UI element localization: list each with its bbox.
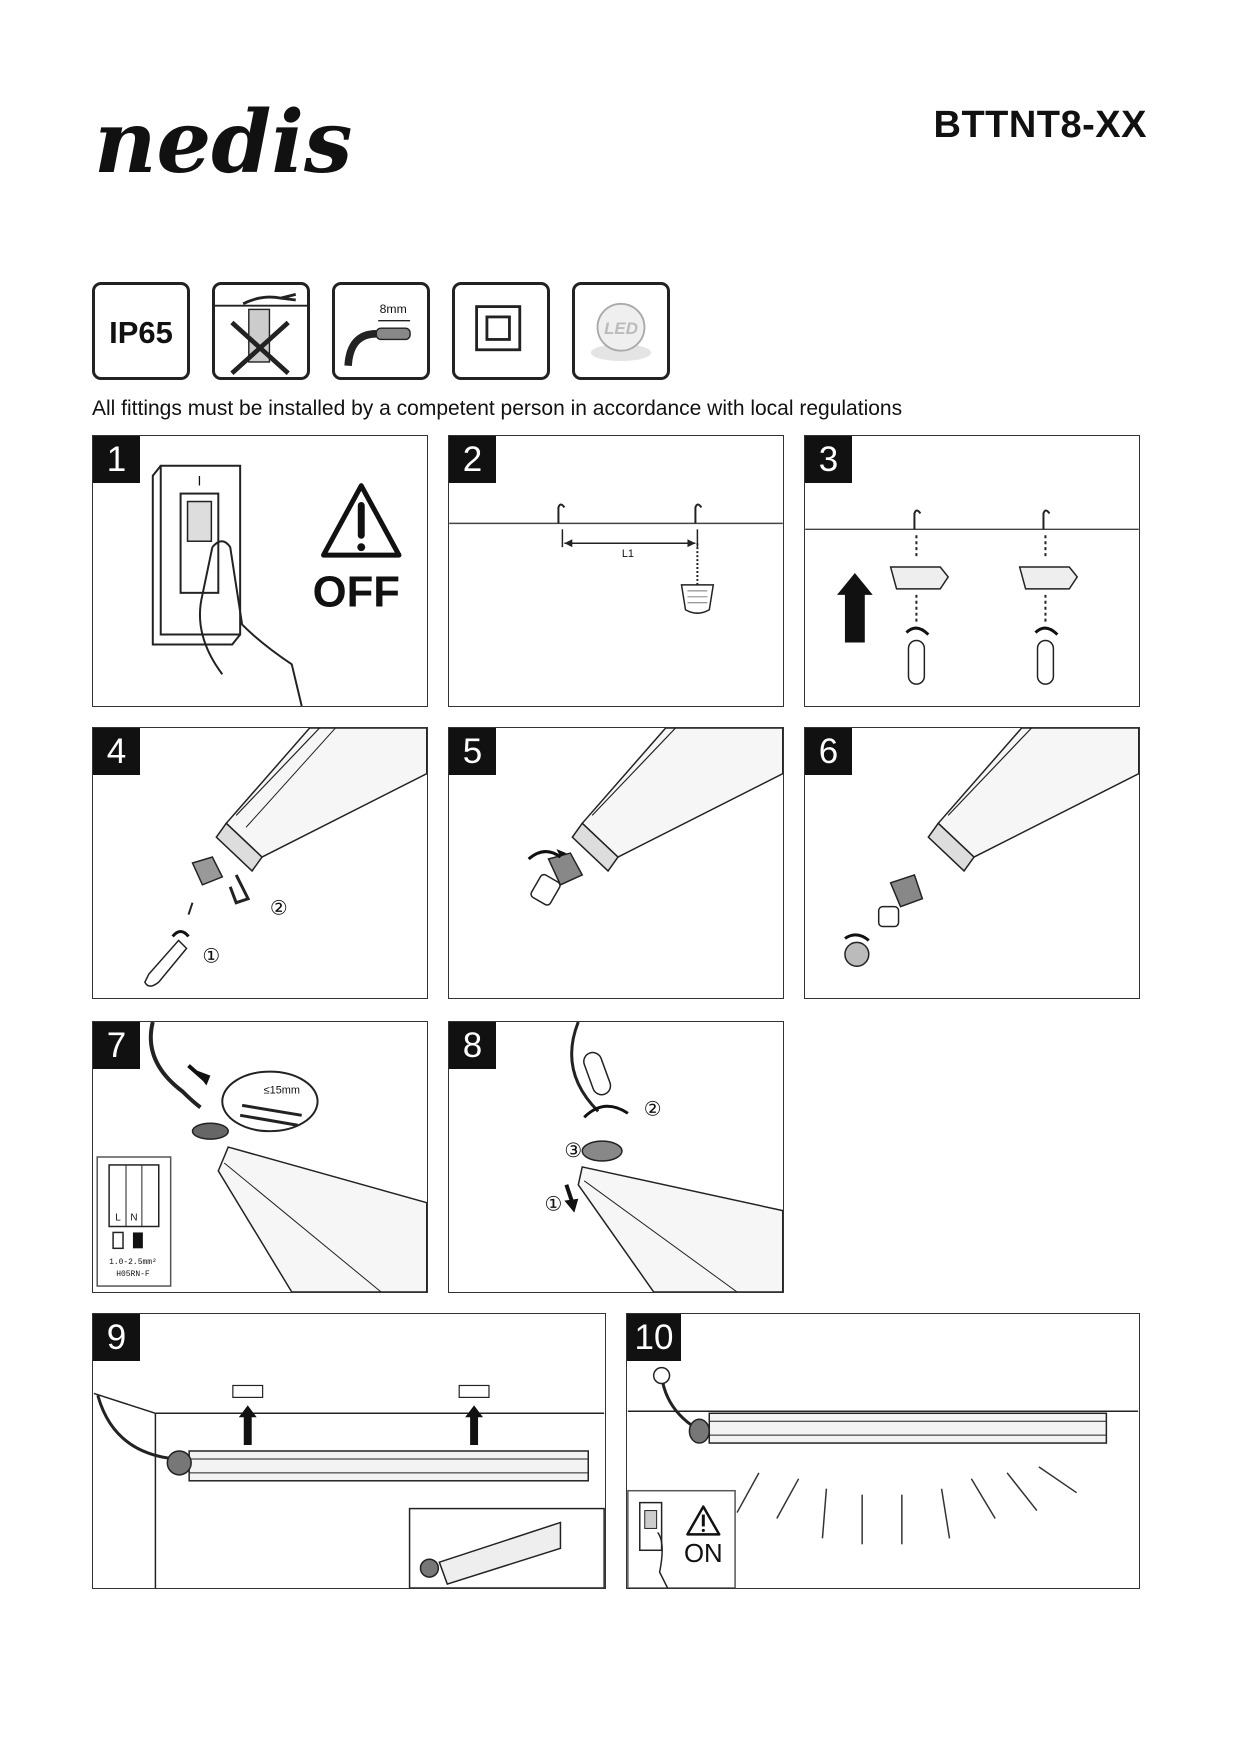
strip-length-callout — [222, 1072, 317, 1132]
svg-text:L: L — [115, 1212, 121, 1224]
model-number: BTTNT8-XX — [933, 104, 1147, 146]
arrow-up-icon — [837, 573, 873, 642]
step-5-panel — [448, 727, 784, 999]
callout-3: ③ — [564, 1139, 583, 1162]
brand-logo-text: nedis — [94, 92, 353, 193]
arrow-up-icon — [465, 1405, 483, 1445]
close-end-cap-illustration — [449, 1022, 783, 1292]
svg-text:IP65: IP65 — [109, 315, 173, 351]
step-number: 8 — [449, 1022, 496, 1069]
luminaire — [709, 1413, 1106, 1443]
insert-gland-illustration — [449, 728, 783, 998]
do-not-cover-cable-icon — [212, 282, 310, 380]
mounting-clip-left — [891, 535, 949, 684]
led-icon — [572, 282, 670, 380]
switch-on-mark: I — [197, 472, 202, 489]
brand-logo — [92, 88, 452, 198]
svg-text:H05RN-F: H05RN-F — [116, 1270, 150, 1280]
drill-icon — [682, 585, 714, 613]
step-number: 9 — [93, 1314, 140, 1361]
svg-text:8mm: 8mm — [379, 302, 407, 317]
step-number: 1 — [93, 436, 140, 483]
ip65-icon — [92, 282, 190, 380]
step-9-panel — [92, 1313, 606, 1589]
arrow-up-icon — [239, 1405, 257, 1445]
installation-notice: All fittings must be installed by a competent person in accordance with local regulations — [92, 397, 903, 420]
svg-text:N: N — [130, 1212, 138, 1224]
switch-on-illustration — [627, 1314, 1139, 1588]
callout-2: ② — [269, 896, 288, 920]
callout-1: ① — [544, 1192, 563, 1216]
wiring-illustration — [93, 1022, 427, 1292]
step-1-panel — [92, 435, 428, 707]
step-number: 5 — [449, 728, 496, 775]
dimension-label: L1 — [621, 548, 634, 561]
arrow-down-icon — [564, 1199, 578, 1213]
callout-2: ② — [643, 1097, 662, 1121]
step-number: 4 — [93, 728, 140, 775]
svg-text:LED: LED — [604, 318, 638, 338]
step-8-panel — [448, 1021, 784, 1293]
svg-text:≤15mm: ≤15mm — [263, 1084, 300, 1097]
mount-clips-illustration — [805, 436, 1139, 706]
strip-wire-icon — [332, 282, 430, 380]
remove-end-cap-illustration — [93, 728, 427, 998]
step-number: 6 — [805, 728, 852, 775]
step-6-panel — [804, 727, 1140, 999]
step-number: 10 — [627, 1314, 681, 1361]
svg-text:1.0-2.5mm²: 1.0-2.5mm² — [109, 1258, 157, 1268]
step-7-panel — [92, 1021, 428, 1293]
luminaire — [189, 1451, 588, 1481]
light-rays — [737, 1467, 1077, 1544]
step-number: 3 — [805, 436, 852, 483]
mounting-clip-right — [1020, 535, 1078, 684]
remove-gland-nut-illustration — [805, 728, 1139, 998]
off-warning-label: OFF — [312, 567, 400, 617]
step-2-panel — [448, 435, 784, 707]
clip-luminaire-illustration — [93, 1314, 605, 1588]
step-3-panel — [804, 435, 1140, 707]
step-10-panel — [626, 1313, 1140, 1589]
callout-1: ① — [202, 944, 221, 968]
ceiling-measure-illustration — [449, 436, 783, 706]
class-ii-insulation-icon — [452, 282, 550, 380]
on-warning-label: ON — [683, 1540, 723, 1569]
step-number: 7 — [93, 1022, 140, 1069]
step-4-panel — [92, 727, 428, 999]
step-number: 2 — [449, 436, 496, 483]
wall-switch-illustration — [93, 436, 427, 706]
